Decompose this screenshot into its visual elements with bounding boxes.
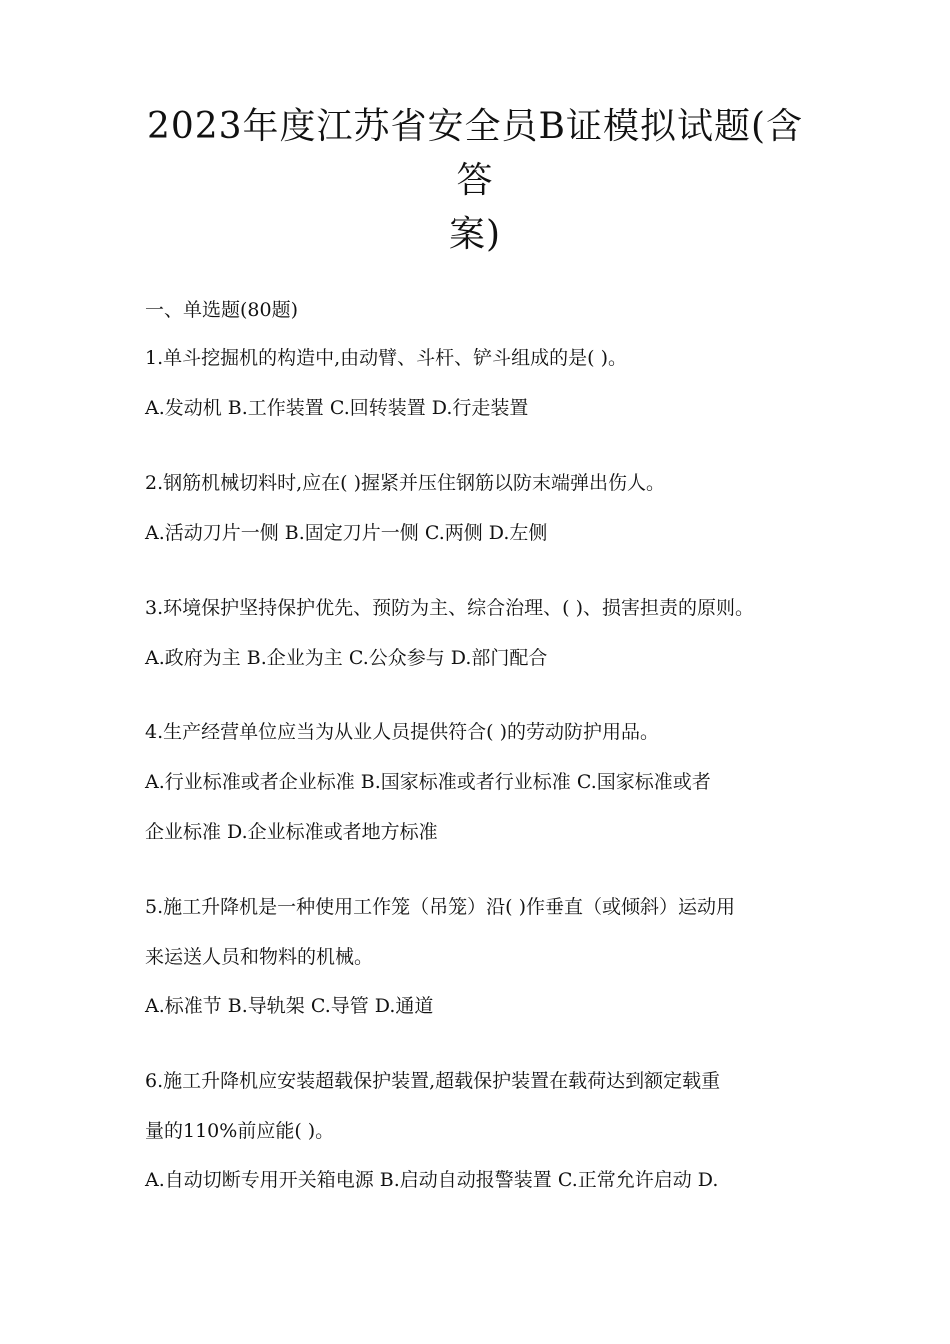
question-2-stem: 2.钢筋机械切料时,应在( )握紧并压住钢筋以防末端弹出伤人。 — [145, 472, 666, 494]
question-6-options: A.自动切断专用开关箱电源 B.启动自动报警装置 C.正常允许启动 D. — [145, 1169, 719, 1191]
document-title — [130, 100, 820, 262]
question-4-options-line-2: 企业标准 D.企业标准或者地方标准 — [145, 821, 438, 843]
question-3-stem: 3.环境保护坚持保护优先、预防为主、综合治理、( )、损害担责的原则。 — [145, 597, 754, 619]
question-4-stem: 4.生产经营单位应当为从业人员提供符合( )的劳动防护用品。 — [145, 721, 659, 743]
question-3-options: A.政府为主 B.企业为主 C.公众参与 D.部门配合 — [145, 647, 548, 669]
title-line-2: 案) — [448, 214, 502, 255]
question-1-options: A.发动机 B.工作装置 C.回转装置 D.行走装置 — [145, 397, 529, 419]
question-5-options: A.标准节 B.导轨架 C.导管 D.通道 — [145, 995, 434, 1017]
question-5-stem-line-1: 5.施工升降机是一种使用工作笼（吊笼）沿( )作垂直（或倾斜）运动用 — [145, 896, 735, 918]
section-heading: 一、单选题(80题) — [145, 299, 299, 321]
question-6-stem-line-1: 6.施工升降机应安装超载保护装置,超载保护装置在载荷达到额定载重 — [145, 1070, 721, 1092]
question-2-options: A.活动刀片一侧 B.固定刀片一侧 C.两侧 D.左侧 — [145, 522, 548, 544]
question-6-stem-line-2: 量的110%前应能( )。 — [145, 1120, 335, 1142]
question-4-options-line-1: A.行业标准或者企业标准 B.国家标准或者行业标准 C.国家标准或者 — [145, 771, 711, 793]
question-1-stem: 1.单斗挖掘机的构造中,由动臂、斗杆、铲斗组成的是( )。 — [145, 347, 628, 369]
question-5-stem-line-2: 来运送人员和物料的机械。 — [145, 946, 374, 968]
title-line-1: 2023年度江苏省安全员B证模拟试题(含答 — [146, 106, 804, 201]
